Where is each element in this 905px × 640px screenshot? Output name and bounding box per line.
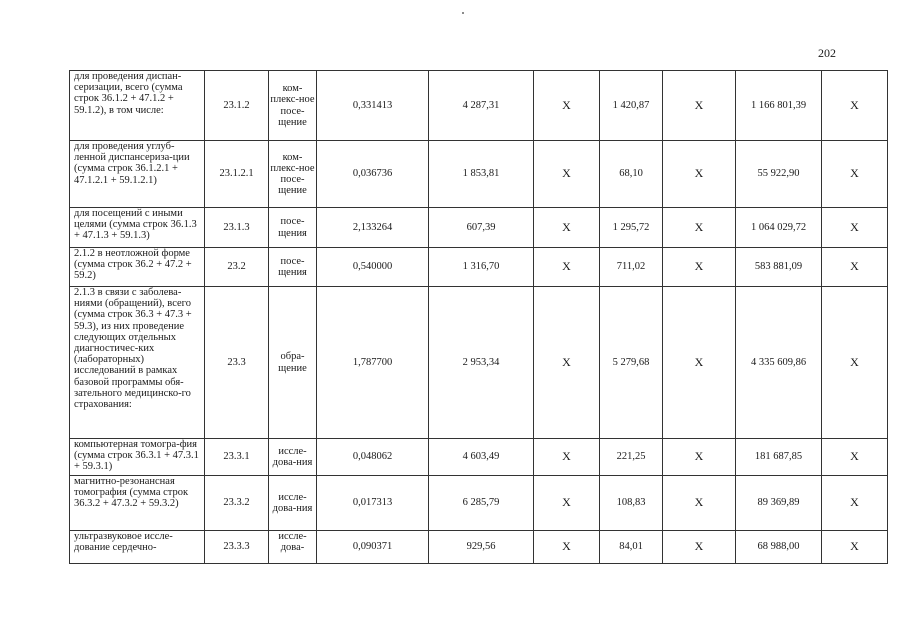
row-mark-1: X [534, 287, 600, 439]
row-total: 1 166 801,39 [736, 71, 822, 141]
row-per-capita: 108,83 [600, 476, 663, 531]
row-mark-1: X [534, 531, 600, 564]
row-mark-2: X [663, 141, 736, 208]
row-total: 4 335 609,86 [736, 287, 822, 439]
row-mark-1: X [534, 439, 600, 476]
table-row [70, 248, 888, 287]
row-mark-2: X [663, 439, 736, 476]
row-mark-3: X [822, 439, 888, 476]
row-volume: 2,133264 [317, 208, 429, 248]
row-total: 181 687,85 [736, 439, 822, 476]
row-unit: ком-плекс-ное посе-щение [269, 71, 317, 141]
row-total: 55 922,90 [736, 141, 822, 208]
row-mark-1: X [534, 71, 600, 141]
row-per-capita: 221,25 [600, 439, 663, 476]
row-cost: 929,56 [429, 531, 534, 564]
row-name: 2.1.2 в неотложной форме (сумма строк 36.2 + 47.2 + 59.2) [70, 248, 205, 287]
row-volume: 0,048062 [317, 439, 429, 476]
row-per-capita: 1 295,72 [600, 208, 663, 248]
row-unit: иссле-дова- [269, 531, 317, 564]
row-cost: 6 285,79 [429, 476, 534, 531]
row-name: для посещений с иными целями (сумма строк 36.1.3 + 47.1.3 + 59.1.3) [70, 208, 205, 248]
row-unit: иссле-дова-ния [269, 476, 317, 531]
row-code: 23.1.2 [205, 71, 269, 141]
table-row [70, 287, 888, 439]
row-mark-2: X [663, 71, 736, 141]
row-code: 23.3.3 [205, 531, 269, 564]
row-mark-3: X [822, 531, 888, 564]
row-mark-3: X [822, 71, 888, 141]
row-mark-1: X [534, 208, 600, 248]
row-per-capita: 711,02 [600, 248, 663, 287]
row-unit: посе-щения [269, 208, 317, 248]
row-mark-2: X [663, 248, 736, 287]
row-cost: 607,39 [429, 208, 534, 248]
row-per-capita: 68,10 [600, 141, 663, 208]
row-code: 23.2 [205, 248, 269, 287]
row-per-capita: 84,01 [600, 531, 663, 564]
row-name: для проведения диспан-серизации, всего (сумма строк 36.1.2 + 47.1.2 + 59.1.2), в том числе: [70, 71, 205, 141]
row-volume: 0,036736 [317, 141, 429, 208]
row-mark-3: X [822, 248, 888, 287]
row-code: 23.3.2 [205, 476, 269, 531]
row-code: 23.1.2.1 [205, 141, 269, 208]
row-cost: 1 316,70 [429, 248, 534, 287]
table-row [70, 476, 888, 531]
row-name: компьютерная томогра-фия (сумма строк 36.3.1 + 47.3.1 + 59.3.1) [70, 439, 205, 476]
row-cost: 2 953,34 [429, 287, 534, 439]
row-code: 23.3.1 [205, 439, 269, 476]
row-cost: 1 853,81 [429, 141, 534, 208]
row-mark-1: X [534, 248, 600, 287]
row-unit: иссле-дова-ния [269, 439, 317, 476]
row-unit: обра-щение [269, 287, 317, 439]
row-code: 23.1.3 [205, 208, 269, 248]
row-cost: 4 287,31 [429, 71, 534, 141]
row-code: 23.3 [205, 287, 269, 439]
row-per-capita: 5 279,68 [600, 287, 663, 439]
scan-speck [462, 12, 464, 14]
row-name: 2.1.3 в связи с заболева-ниями (обращений), всего (сумма строк 36.3 + 47.3 + 59.3), из них проведение следующих отдельных диагностичес-ких (лабораторных) исследований в рамках базовой программы обя-зательного медицинско-го страхования: [70, 287, 205, 439]
row-total: 68 988,00 [736, 531, 822, 564]
table-row [70, 439, 888, 476]
row-volume: 0,540000 [317, 248, 429, 287]
row-name: для проведения углуб-ленной диспансериза-ции (сумма строк 36.1.2.1 + 47.1.2.1 + 59.1.2.1) [70, 141, 205, 208]
row-mark-1: X [534, 476, 600, 531]
row-unit: ком-плекс-ное посе-щение [269, 141, 317, 208]
table-row [70, 531, 888, 564]
row-volume: 1,787700 [317, 287, 429, 439]
table-row [70, 141, 888, 208]
row-volume: 0,331413 [317, 71, 429, 141]
row-mark-2: X [663, 208, 736, 248]
row-unit: посе-щения [269, 248, 317, 287]
row-mark-3: X [822, 141, 888, 208]
row-mark-3: X [822, 287, 888, 439]
row-total: 1 064 029,72 [736, 208, 822, 248]
row-mark-3: X [822, 476, 888, 531]
data-table [69, 70, 888, 564]
row-mark-3: X [822, 208, 888, 248]
row-name: магнитно-резонансная томография (сумма строк 36.3.2 + 47.3.2 + 59.3.2) [70, 476, 205, 531]
row-volume: 0,017313 [317, 476, 429, 531]
row-mark-2: X [663, 531, 736, 564]
page-number: 202 [818, 46, 836, 60]
row-per-capita: 1 420,87 [600, 71, 663, 141]
row-mark-1: X [534, 141, 600, 208]
row-total: 89 369,89 [736, 476, 822, 531]
row-mark-2: X [663, 287, 736, 439]
row-total: 583 881,09 [736, 248, 822, 287]
row-name: ультразвуковое иссле-дование сердечно- [70, 531, 205, 564]
row-volume: 0,090371 [317, 531, 429, 564]
row-mark-2: X [663, 476, 736, 531]
table-row [70, 71, 888, 141]
row-cost: 4 603,49 [429, 439, 534, 476]
table-row [70, 208, 888, 248]
